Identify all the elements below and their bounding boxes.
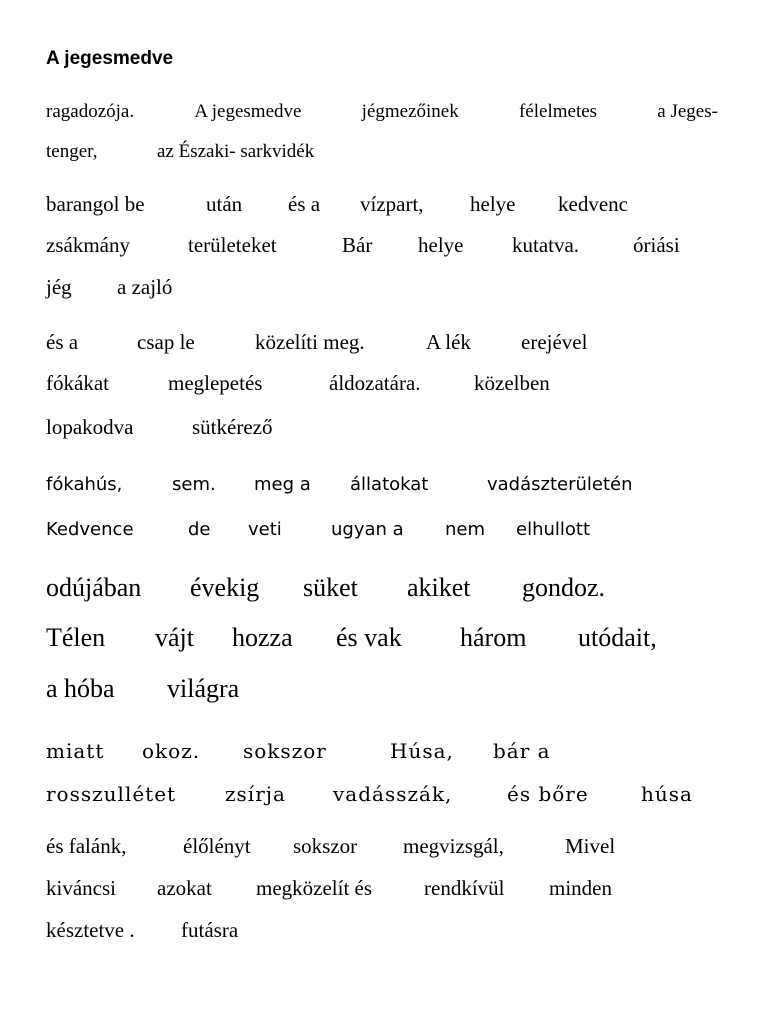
- word: vájt: [155, 623, 194, 652]
- word: okoz.: [142, 739, 201, 763]
- word: vadásszák,: [333, 782, 453, 806]
- word: utódait,: [578, 623, 657, 652]
- word: fókahús,: [46, 474, 123, 495]
- word: rosszullétet: [46, 782, 177, 806]
- word: közelíti meg.: [255, 330, 365, 354]
- paragraph-7-line-2: [46, 876, 722, 901]
- word: A jegesmedve: [194, 101, 302, 122]
- word: zsákmány: [46, 233, 130, 257]
- word: Kedvence: [46, 519, 134, 540]
- paragraph-5-line-2: [46, 623, 722, 653]
- word: után: [206, 192, 243, 216]
- word: félelmetes: [518, 101, 598, 122]
- page-title: A jegesmedve: [46, 48, 174, 69]
- paragraph-1-line-1: [46, 101, 718, 123]
- word: húsa: [641, 782, 693, 806]
- paragraph-7-line-1: [46, 834, 722, 859]
- word: odújában: [46, 573, 142, 602]
- paragraph-6-line-2: [46, 782, 722, 806]
- word: süket: [303, 573, 358, 602]
- word: sem.: [172, 474, 216, 495]
- word: és bőre: [507, 782, 589, 806]
- paragraph-1-line-2: [46, 141, 722, 163]
- word: nem: [445, 519, 486, 540]
- word: fókákat: [46, 371, 109, 395]
- word: és vak: [336, 623, 402, 652]
- word: ugyan a: [331, 519, 404, 540]
- word: Télen: [46, 623, 106, 652]
- word: kutatva.: [512, 233, 580, 257]
- paragraph-2-line-1: [46, 192, 722, 217]
- word: sokszor: [293, 834, 358, 858]
- paragraph-3-line-2: [46, 371, 722, 396]
- word: élőlényt: [183, 834, 251, 858]
- word: közelben: [474, 371, 550, 395]
- word: sütkérező: [192, 415, 273, 439]
- paragraph-6-line-1: [46, 739, 722, 763]
- word: rendkívül: [424, 876, 505, 900]
- paragraph-5-line-1: [46, 573, 722, 603]
- word: állatokat: [350, 474, 429, 495]
- word: minden: [549, 876, 612, 900]
- word: gondoz.: [522, 573, 606, 602]
- word: veti: [248, 519, 282, 540]
- word: és falánk,: [46, 834, 127, 858]
- paragraph-4-line-2: [46, 519, 722, 540]
- word: áldozatára.: [329, 371, 421, 395]
- word: tenger,: [46, 141, 98, 162]
- word: jég: [46, 275, 72, 299]
- paragraph-2-line-3: [46, 275, 722, 300]
- word: futásra: [181, 918, 239, 942]
- word: három: [460, 623, 527, 652]
- paragraph-3-line-3: [46, 415, 722, 440]
- word: késztetve .: [46, 918, 135, 942]
- paragraph-5-line-3: [46, 674, 722, 704]
- word: Húsa,: [390, 739, 454, 763]
- word: a zajló: [117, 275, 173, 299]
- word: csap le: [137, 330, 195, 354]
- word: és a: [46, 330, 79, 354]
- word: A lék: [426, 330, 471, 354]
- paragraph-2-line-2: [46, 233, 722, 258]
- word: sokszor: [243, 739, 327, 763]
- word: és a: [288, 192, 321, 216]
- word: vadászterületén: [487, 474, 633, 495]
- word: miatt: [46, 739, 105, 763]
- word: de: [188, 519, 211, 540]
- word: jégmezőinek: [361, 101, 459, 122]
- word: Mivel: [565, 834, 616, 858]
- word: akiket: [407, 573, 471, 602]
- word: azokat: [157, 876, 212, 900]
- word: barangol be: [46, 192, 145, 216]
- word: ragadozója.: [46, 101, 135, 122]
- paragraph-3-line-1: [46, 330, 722, 355]
- word: világra: [167, 674, 240, 703]
- word: Bár: [342, 233, 373, 257]
- word: elhullott: [516, 519, 591, 540]
- word: erejével: [521, 330, 588, 354]
- word: területeket: [188, 233, 277, 257]
- word: bár a: [493, 739, 551, 763]
- word: zsírja: [225, 782, 286, 806]
- word: megvizsgál,: [403, 834, 504, 858]
- word: lopakodva: [46, 415, 134, 439]
- word: helye: [470, 192, 516, 216]
- paragraph-7-line-3: [46, 918, 722, 943]
- word: megközelít és: [256, 876, 373, 900]
- paragraph-4-line-1: [46, 474, 722, 495]
- word: az Északi- sarkvidék: [157, 141, 315, 162]
- word: évekig: [190, 573, 260, 602]
- word: meg a: [254, 474, 311, 495]
- word: óriási: [633, 233, 680, 257]
- word: meglepetés: [168, 371, 263, 395]
- word: a hóba: [46, 674, 115, 703]
- word: vízpart,: [360, 192, 424, 216]
- word: kedvenc: [558, 192, 628, 216]
- word: helye: [418, 233, 464, 257]
- word: a Jeges-: [657, 101, 718, 122]
- word: hozza: [232, 623, 293, 652]
- word: kiváncsi: [46, 876, 116, 900]
